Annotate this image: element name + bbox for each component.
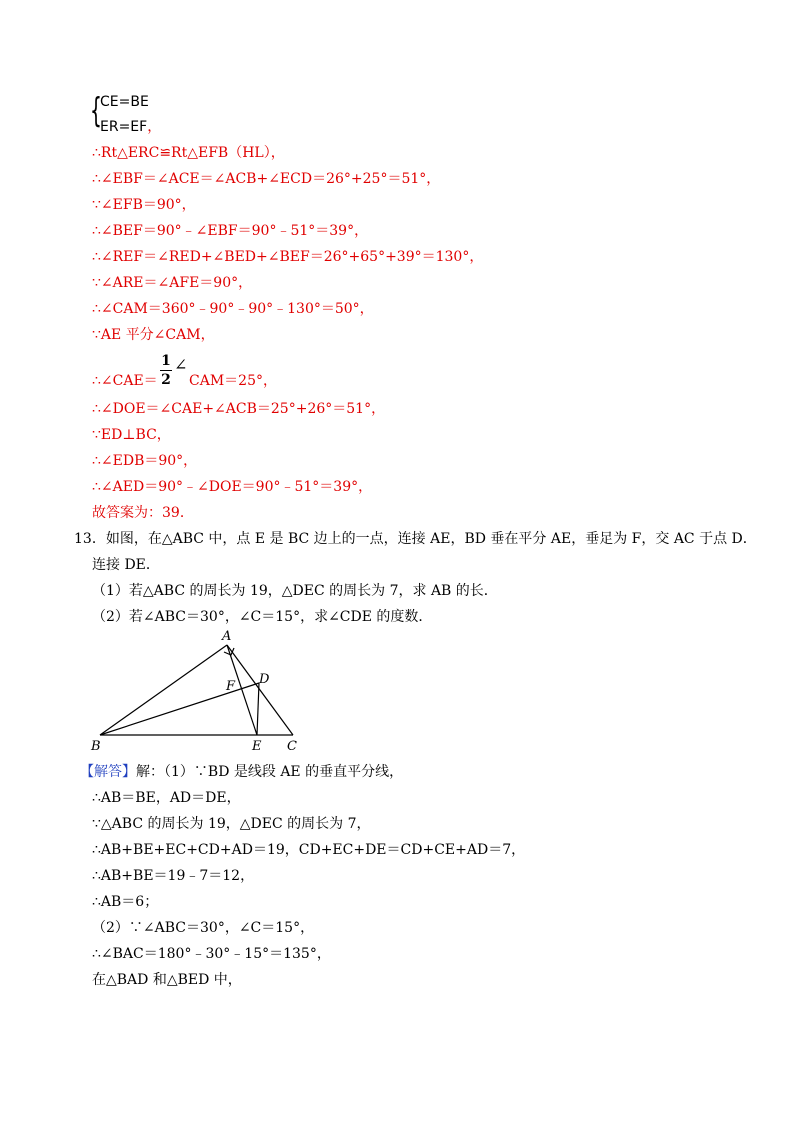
solution-line: ∴∠EDB＝90°， — [92, 453, 198, 469]
problem-13-statement: 13．如图，在△ABC 中，点 E 是 BC 边上的一点，连接 AE，BD 垂在平分 AE，垂足为 F，交 AC 于点 D． — [74, 531, 757, 547]
fraction-numerator: 1 — [161, 353, 171, 369]
label-A: A — [222, 629, 232, 644]
answer-line: （2）∵∠ABC＝30°，∠C＝15°， — [92, 920, 315, 936]
answer-line: ∴∠BAC＝180°﹣30°﹣15°＝135°， — [92, 946, 331, 962]
solution-line: 故答案为：39． — [92, 505, 194, 521]
answer-line: ∵△ABC 的周长为 19，△DEC 的周长为 7， — [92, 816, 371, 832]
problem-13-question-2: （2）若∠ABC＝30°，∠C＝15°，求∠CDE 的度数． — [92, 609, 433, 625]
label-B: B — [91, 739, 101, 754]
solution-line: ∵∠ARE＝∠AFE＝90°， — [92, 275, 253, 291]
label-D: D — [259, 672, 270, 687]
solution-line: ∵∠EFB＝90°， — [92, 197, 196, 213]
label-C: C — [287, 739, 297, 754]
fraction-denominator: 2 — [161, 372, 171, 388]
answer-line: ∴AB＝BE，AD＝DE， — [92, 790, 241, 806]
label-F: F — [226, 679, 236, 694]
problem-13-statement-cont: 连接 DE． — [92, 557, 160, 573]
half-line-prefix: ∴∠CAE＝ — [92, 373, 158, 389]
solution-line: ∵AE 平分∠CAM， — [92, 327, 215, 343]
solution-line: ∴∠BEF＝90°﹣∠EBF＝90°﹣51°＝39°， — [92, 223, 369, 239]
solution-line: ∴∠CAM＝360°﹣90°﹣90°﹣130°＝50°， — [92, 301, 374, 317]
answer-tag: 【解答】 — [80, 764, 136, 780]
answer-line: ∴AB+BE+EC+CD+AD＝19，CD+EC+DE＝CD+CE+AD＝7， — [92, 842, 526, 858]
solution-line: ∵ED⊥BC， — [92, 427, 171, 443]
segment-BA — [100, 645, 227, 735]
solution-line: ∴Rt△ERC≌Rt△EFB（HL）， — [92, 145, 285, 161]
answer-first-line: 【解答】解：（1）∵BD 是线段 AE 的垂直平分线， — [80, 764, 404, 780]
angle-symbol: ∠ — [174, 355, 188, 374]
system-row-1: CE=BE — [100, 94, 149, 110]
system-row-2: ER=EF， — [100, 119, 162, 135]
segment-DE — [257, 683, 259, 735]
problem-13-question-1: （1）若△ABC 的周长为 19，△DEC 的周长为 7，求 AB 的长． — [92, 583, 498, 599]
answer-line: 在△BAD 和△BED 中， — [92, 972, 242, 988]
solution-line: ∴∠REF＝∠RED+∠BED+∠BEF＝26°+65°+39°＝130°， — [92, 249, 484, 265]
solution-line: ∴∠EBF＝∠ACE＝∠ACB+∠ECD＝26°+25°＝51°， — [92, 171, 441, 187]
half-line-suffix: CAM＝25°， — [189, 373, 277, 389]
solution-line: ∴∠AED＝90°﹣∠DOE＝90°﹣51°＝39°， — [92, 479, 373, 495]
left-brace: { — [90, 91, 102, 131]
solution-line: ∴∠DOE＝∠CAE+∠ACB＝25°+26°＝51°， — [92, 401, 386, 417]
label-E: E — [252, 739, 262, 754]
answer-line: ∴AB＝6； — [92, 894, 159, 910]
segment-BD — [100, 683, 259, 735]
answer-line: ∴AB+BE＝19﹣7＝12， — [92, 868, 255, 884]
